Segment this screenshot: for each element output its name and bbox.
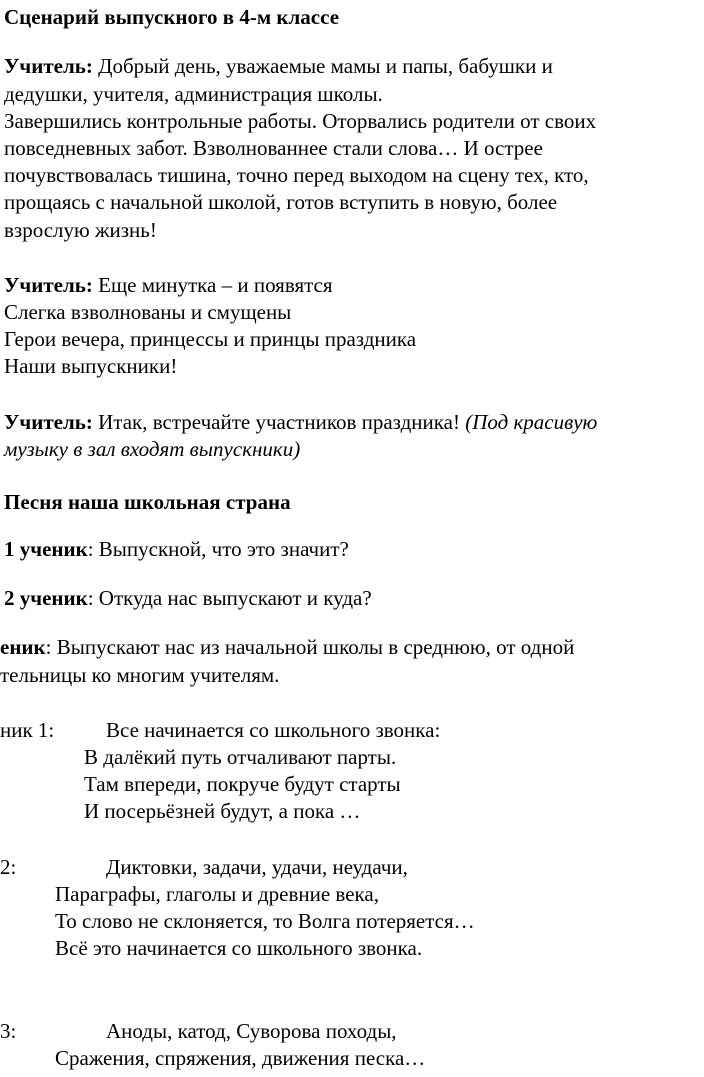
verse-line: Все начинается со школьного звонка: <box>106 718 441 742</box>
speaker-label: 2 ученик <box>4 586 88 610</box>
verse-line: Аноды, катод, Суворова походы, <box>106 1019 397 1043</box>
verse-line: Там впереди, покруче будут старты <box>84 772 401 796</box>
dialogue-line: 2 ученик: Откуда нас выпускают и куда? <box>4 586 372 610</box>
document-title: Сценарий выпускного в 4-м классе <box>4 5 340 29</box>
paragraph-line: Завершились контрольные работы. Оторвались родители от своих <box>4 109 597 133</box>
speaker-label: 1 ученик <box>4 537 88 561</box>
paragraph-line: прощаясь с начальной школой, готов вступить в новую, более <box>4 190 558 214</box>
speaker-label: Учитель: <box>4 54 93 78</box>
dialogue-line: тельницы ко многим учителям. <box>0 663 280 687</box>
paragraph-line: Слегка взволнованы и смущены <box>4 300 292 324</box>
verse-line: И посерьёзней будут, а пока … <box>84 799 361 823</box>
verse-line: То слово не склоняется, то Волга потеряется… <box>55 909 475 933</box>
dialogue-line: 1 ученик: Выпускной, что это значит? <box>4 537 349 561</box>
paragraph-line: Учитель: Еще минутка – и появятся <box>4 273 333 297</box>
paragraph-line: повседневных забот. Взволнованнее стали слова… И острее <box>4 136 543 160</box>
paragraph-line: Герои вечера, принцессы и принцы праздника <box>4 327 417 351</box>
verse-line: Параграфы, глаголы и древние века, <box>55 882 379 906</box>
paragraph-line: Учитель: Добрый день, уважаемые мамы и папы, бабушки и <box>4 54 553 78</box>
dialogue-line: еник: Выпускают нас из начальной школы в среднюю, от одной <box>0 635 575 659</box>
paragraph-line: взрослую жизнь! <box>4 218 157 242</box>
speaker-label: еник <box>0 635 46 659</box>
stage-direction: музыку в зал входят выпускники) <box>4 437 301 461</box>
verse-line: Диктовки, задачи, удачи, неудачи, <box>106 855 408 879</box>
paragraph-line: Наши выпускники! <box>4 354 178 378</box>
verse-speaker: ник 1: <box>0 718 55 742</box>
speaker-label: Учитель: <box>4 273 93 297</box>
stage-direction: (Под красивую <box>465 410 598 434</box>
verse-line: В далёкий путь отчаливают парты. <box>84 745 397 769</box>
song-title: Песня наша школьная страна <box>4 490 291 514</box>
speaker-label: Учитель: <box>4 410 93 434</box>
verse-line: Всё это начинается со школьного звонка. <box>55 936 423 960</box>
verse-line: Сражения, спряжения, движения песка… <box>55 1046 426 1070</box>
verse-speaker: 2: <box>0 855 17 879</box>
paragraph-line: почувствовалась тишина, точно перед выходом на сцену тех, кто, <box>4 163 589 187</box>
paragraph-line: Учитель: Итак, встречайте участников праздника! (Под красивую <box>4 410 598 434</box>
verse-speaker: 3: <box>0 1019 17 1043</box>
paragraph-line: дедушки, учителя, администрация школы. <box>4 82 383 106</box>
